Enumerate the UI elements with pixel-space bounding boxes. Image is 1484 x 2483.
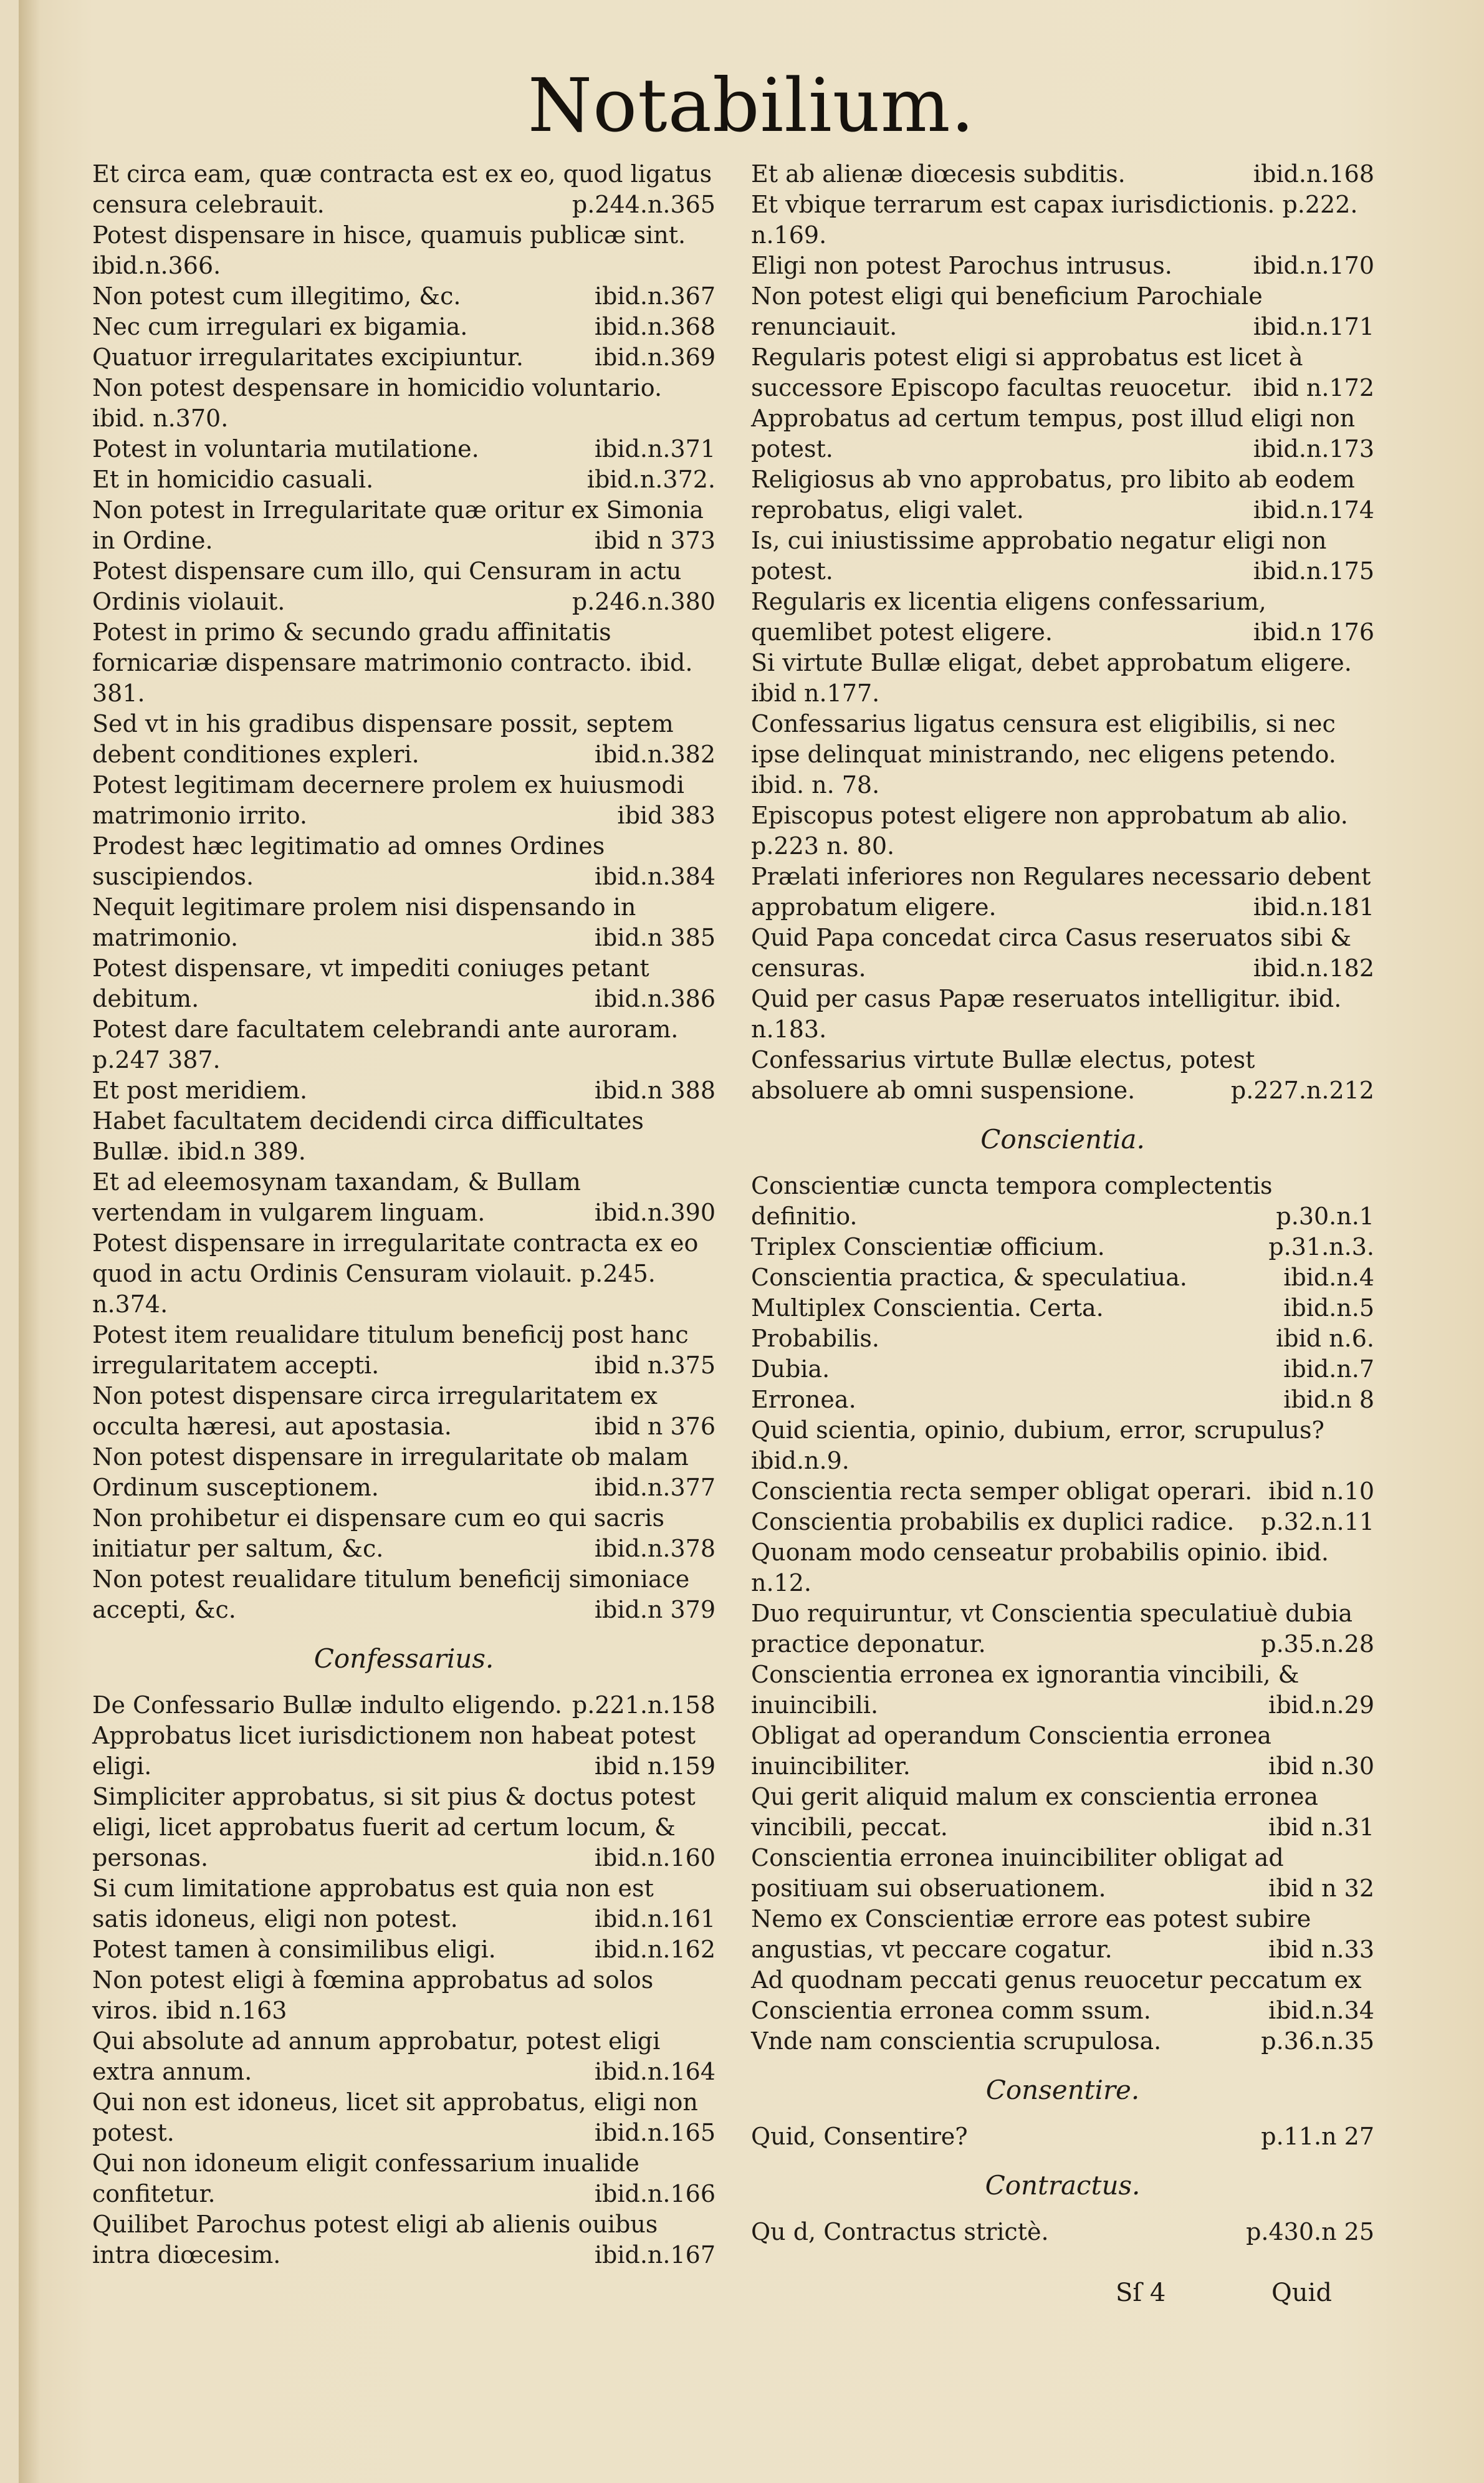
index-entry [751, 1262, 1374, 1293]
entry-text: Non potest reualidare titulum beneficij simoniace accepti, &c. [92, 1565, 690, 1623]
entry-reference: ibid.n.386 [594, 985, 716, 1012]
entry-text: Regularis ex licentia eligens confessarium, quemlibet potest eligere. [751, 588, 1266, 646]
signature-mark: Sſ 4 [1116, 2279, 1166, 2307]
index-entry [751, 2217, 1374, 2247]
entry-reference: ibid.n.166 [594, 2180, 716, 2207]
entry-reference: p.30.n.1 [1276, 1203, 1374, 1230]
entry-text: Non potest dispensare circa irregularitatem ex occulta hæresi, aut apostasia. [92, 1382, 658, 1440]
contractus-entry-list [751, 2217, 1374, 2247]
index-entry [92, 1106, 716, 1167]
entry-reference: ibid.n.165 [594, 2119, 716, 2146]
index-entry [751, 587, 1374, 648]
entry-text: Quilibet Parochus potest eligi ab alienis ouibus intra diœcesim. [92, 2211, 658, 2269]
index-entry [751, 648, 1374, 709]
index-entry [751, 281, 1374, 342]
index-entry [751, 1721, 1374, 1782]
entry-reference: ibid.n 385 [594, 924, 716, 951]
index-entry [92, 953, 716, 1014]
entry-text: Potest tamen à consimilibus eligi. [92, 1936, 496, 1963]
index-entry [92, 831, 716, 892]
entry-reference: ibid n.172 [1253, 374, 1374, 401]
entry-text: Obligat ad operandum Conscientia erronea inuincibiliter. [751, 1722, 1271, 1780]
entry-reference: ibid n.375 [594, 1352, 716, 1379]
index-entry [751, 1843, 1374, 1904]
catchword: Quid [1271, 2279, 1332, 2307]
entry-reference: p.221.n.158 [572, 1691, 716, 1719]
entry-text: Non potest dispensare in irregularitate ob malam Ordinum susceptionem. [92, 1443, 689, 1501]
index-entry [92, 709, 716, 770]
entry-reference: ibid.n 176 [1253, 618, 1374, 646]
entry-reference: ibid n.31 [1268, 1813, 1374, 1841]
entry-reference: p.227.n.212 [1230, 1077, 1374, 1104]
entry-text: Nec cum irregulari ex bigamia. [92, 313, 468, 340]
index-entry [751, 984, 1374, 1045]
index-entry [92, 1442, 716, 1503]
index-entry [92, 2087, 716, 2148]
entry-reference: ibid.n.4 [1283, 1264, 1374, 1291]
index-entry [751, 2026, 1374, 2057]
entry-text: Et post meridiem. [92, 1077, 308, 1104]
entry-reference: p.32.n.11 [1261, 1508, 1374, 1535]
entry-text: Is, cui iniustissime approbatio negatur eligi non potest. [751, 527, 1327, 585]
entry-reference: ibid.n.162 [594, 1936, 716, 1963]
entry-reference: p.430.n 25 [1246, 2218, 1374, 2245]
index-entry [751, 2121, 1374, 2152]
entry-text: Potest item reualidare titulum beneficij post hanc irregularitatem accepti. [92, 1321, 689, 1379]
entry-text: Nequit legitimare prolem nisi dispensando in matrimonio. [92, 893, 636, 951]
entry-reference: ibid.n.175 [1253, 557, 1374, 585]
index-entry [92, 556, 716, 617]
index-entry [751, 1045, 1374, 1106]
index-entry [751, 1598, 1374, 1659]
index-entry [751, 1232, 1374, 1262]
entry-text: Confessarius ligatus censura est eligibilis, si nec ipse delinquat ministrando, nec eligens petendo. ibid. n. 78. [751, 710, 1336, 799]
entry-text: Quatuor irregularitates excipiuntur. [92, 343, 524, 371]
entry-text: Vnde nam conscientia scrupulosa. [751, 2027, 1162, 2055]
entry-text: Probabilis. [751, 1325, 879, 1352]
entry-reference: ibid n 373 [594, 527, 716, 554]
index-entry [92, 892, 716, 953]
index-entry [92, 281, 716, 312]
entry-text: Ad quodnam peccati genus reuocetur peccatum ex Conscientia erronea comm ssum. [751, 1966, 1362, 2024]
entry-text: Conscientia erronea inuincibiliter obligat ad positiuam sui obseruationem. [751, 1844, 1284, 1902]
right-column [751, 159, 1374, 2247]
index-entry [92, 1690, 716, 1721]
entry-reference: ibid.n.29 [1268, 1691, 1374, 1719]
entry-text: Approbatus licet iurisdictionem non habeat potest eligi. [92, 1722, 696, 1780]
left-entry-list [92, 159, 716, 1625]
entry-reference: ibid n.159 [594, 1752, 716, 1780]
index-entry [751, 800, 1374, 862]
index-entry [92, 1381, 716, 1442]
entry-text: Approbatus ad certum tempus, post illud eligi non potest. [751, 405, 1356, 463]
entry-reference: ibid.n.173 [1253, 435, 1374, 463]
index-entry [92, 312, 716, 342]
entry-text: Conscientia probabilis ex duplici radice. [751, 1508, 1235, 1535]
entry-text: Erronea. [751, 1386, 856, 1413]
entry-text: Prodest hæc legitimatio ad omnes Ordines suscipiendos. [92, 832, 605, 890]
index-entry [92, 495, 716, 556]
entry-text: Non prohibetur ei dispensare cum eo qui sacris initiatur per saltum, &c. [92, 1504, 664, 1562]
entry-text: Conscientia erronea ex ignorantia vincibili, & inuincibili. [751, 1661, 1300, 1719]
entry-text: Quid, Consentire? [751, 2123, 968, 2150]
entry-text: Potest dispensare, vt impediti coniuges petant debitum. [92, 954, 649, 1012]
entry-text: Non potest eligi qui beneficium Parochiale renunciauit. [751, 282, 1263, 340]
entry-reference: ibid n.10 [1268, 1477, 1374, 1505]
entry-reference: p.35.n.28 [1261, 1630, 1374, 1658]
entry-text: Multiplex Conscientia. Certa. [751, 1294, 1104, 1322]
entry-reference: ibid n 376 [594, 1413, 716, 1440]
index-entry [92, 1873, 716, 1934]
entry-reference: ibid n.6. [1276, 1325, 1374, 1352]
entry-reference: ibid.n.168 [1253, 160, 1374, 188]
entry-reference: ibid.n 388 [594, 1077, 716, 1104]
entry-reference: ibid n.33 [1268, 1936, 1374, 1963]
index-entry [751, 1293, 1374, 1323]
index-entry [92, 373, 716, 434]
index-entry [751, 1507, 1374, 1537]
entry-text: Qui gerit aliquid malum ex conscientia erronea vincibili, peccat. [751, 1783, 1319, 1841]
index-entry [92, 1167, 716, 1228]
book-page [19, 0, 1484, 2483]
index-entry [92, 770, 716, 831]
index-entry [92, 220, 716, 281]
entry-reference: ibid 383 [617, 802, 716, 829]
entry-reference: ibid.n.181 [1253, 893, 1374, 921]
entry-text: Habet facultatem decidendi circa difficultates Bullæ. ibid.n 389. [92, 1107, 644, 1165]
section-heading-consentire: Consentire. [985, 2075, 1140, 2105]
index-entry [92, 1965, 716, 2026]
entry-reference: ibid.n.367 [594, 282, 716, 310]
index-entry [751, 159, 1374, 190]
entry-reference: ibid n.30 [1268, 1752, 1374, 1780]
entry-text: Conscientia practica, & speculatiua. [751, 1264, 1187, 1291]
entry-text: Conscientiæ cuncta tempora complectentis definitio. [751, 1172, 1273, 1230]
entry-text: Potest in primo & secundo gradu affinitatis fornicariæ dispensare matrimonio contracto. ibid. 381. [92, 618, 693, 707]
entry-text: Duo requiruntur, vt Conscientia speculatiuè dubia practice deponatur. [751, 1600, 1353, 1658]
entry-reference: ibid.n.369 [594, 343, 716, 371]
entry-reference: p.246.n.380 [572, 588, 716, 615]
index-entry [751, 251, 1374, 281]
index-entry [92, 617, 716, 709]
entry-text: Et circa eam, quæ contracta est ex eo, quod ligatus censura celebrauit. [92, 160, 712, 218]
entry-reference: ibid.n.371 [594, 435, 716, 463]
index-entry [92, 1228, 716, 1320]
entry-reference: ibid.n.390 [594, 1199, 716, 1226]
index-entry [751, 1415, 1374, 1476]
index-entry [751, 190, 1374, 251]
entry-text: Et ab alienæ diœcesis subditis. [751, 160, 1126, 188]
index-entry [92, 1503, 716, 1564]
entry-text: Non potest cum illegitimo, &c. [92, 282, 461, 310]
entry-text: Et vbique terrarum est capax iurisdictionis. p.222. n.169. [751, 191, 1358, 249]
index-entry [751, 1782, 1374, 1843]
entry-text: Quid Papa concedat circa Casus reseruatos sibi & censuras. [751, 924, 1352, 982]
index-entry [92, 342, 716, 373]
index-entry [92, 1320, 716, 1381]
index-entry [751, 862, 1374, 923]
index-entry [751, 403, 1374, 464]
entry-text: Triplex Conscientiæ officium. [751, 1233, 1105, 1261]
entry-reference: ibid.n.174 [1253, 496, 1374, 524]
entry-text: Potest dispensare in irregularitate contracta ex eo quod in actu Ordinis Censuram violauit. p.245. n.374. [92, 1229, 699, 1318]
index-entry [751, 342, 1374, 403]
entry-text: Potest legitimam decernere prolem ex huiusmodi matrimonio irrito. [92, 771, 684, 829]
entry-text: Et ad eleemosynam taxandam, & Bullam vertendam in vulgarem linguam. [92, 1168, 581, 1226]
confessarius-entry-list [92, 1690, 716, 2270]
index-entry [92, 2148, 716, 2209]
entry-reference: ibid.n.182 [1253, 954, 1374, 982]
entry-text: Potest dispensare in hisce, quamuis publicæ sint. ibid.n.366. [92, 221, 686, 279]
index-entry [751, 1323, 1374, 1354]
index-entry [92, 1564, 716, 1625]
index-entry [92, 2209, 716, 2270]
entry-text: Confessarius virtute Bullæ electus, potest absoluere ab omni suspensione. [751, 1046, 1255, 1104]
entry-text: Qui absolute ad annum approbatur, potest eligi extra annum. [92, 2027, 661, 2085]
entry-reference: ibid n 32 [1268, 1875, 1374, 1902]
entry-text: Non potest despensare in homicidio voluntario. ibid. n.370. [92, 374, 663, 432]
entry-text: Qui non est idoneus, licet sit approbatus, eligi non potest. [92, 2088, 698, 2146]
section-heading-contractus: Contractus. [985, 2170, 1141, 2201]
entry-text: Si cum limitatione approbatus est quia non est satis idoneus, eligi non potest. [92, 1875, 654, 1933]
index-entry [92, 2026, 716, 2087]
entry-reference: ibid.n.384 [594, 863, 716, 890]
index-entry [751, 1659, 1374, 1721]
entry-text: Simpliciter approbatus, si sit pius & doctus potest eligi, licet approbatus fuerit ad certum locum, & personas. [92, 1783, 696, 1871]
entry-reference: ibid.n.161 [594, 1905, 716, 1933]
left-column [92, 159, 716, 2270]
index-entry [92, 1014, 716, 1075]
entry-reference: ibid.n.170 [1253, 252, 1374, 279]
entry-text: Episcopus potest eligere non approbatum ab alio. p.223 n. 80. [751, 802, 1348, 860]
entry-text: Eligi non potest Parochus intrusus. [751, 252, 1172, 279]
conscientia-entry-list [751, 1171, 1374, 2057]
index-entry [751, 1904, 1374, 1965]
index-entry [92, 464, 716, 495]
entry-reference: p.11.n 27 [1261, 2123, 1374, 2150]
entry-reference: ibid.n.368 [594, 313, 716, 340]
index-entry [92, 434, 716, 464]
entry-reference: ibid.n.7 [1283, 1355, 1374, 1383]
index-entry [92, 1075, 716, 1106]
index-entry [751, 923, 1374, 984]
entry-text: Qu d, Contractus strictè. [751, 2218, 1049, 2245]
index-entry [751, 1354, 1374, 1385]
entry-reference: ibid.n.382 [594, 741, 716, 768]
entry-reference: ibid.n.164 [594, 2058, 716, 2085]
right-entry-list [751, 159, 1374, 1106]
index-entry [751, 1537, 1374, 1598]
entry-text: Potest in voluntaria mutilatione. [92, 435, 479, 463]
index-entry [751, 709, 1374, 800]
index-entry [751, 1385, 1374, 1415]
entry-text: Quid scientia, opinio, dubium, error, scrupulus? ibid.n.9. [751, 1416, 1324, 1474]
entry-text: Religiosus ab vno approbatus, pro libito ab eodem reprobatus, eligi valet. [751, 466, 1355, 524]
entry-text: Conscientia recta semper obligat operari. [751, 1477, 1253, 1505]
entry-reference: ibid.n.372. [586, 466, 716, 493]
entry-reference: ibid.n 8 [1283, 1386, 1374, 1413]
index-entry [92, 1782, 716, 1873]
entry-reference: ibid.n.167 [594, 2241, 716, 2269]
entry-reference: ibid.n.5 [1283, 1294, 1374, 1322]
page-title: Notabilium. [527, 62, 975, 148]
entry-text: Sed vt in his gradibus dispensare possit, septem debent conditiones expleri. [92, 710, 674, 768]
entry-text: Et in homicidio casuali. [92, 466, 374, 493]
entry-text: Potest dare facultatem celebrandi ante auroram. p.247 387. [92, 1016, 679, 1073]
entry-text: Potest dispensare cum illo, qui Censuram in actu Ordinis violauit. [92, 557, 682, 615]
index-entry [92, 159, 716, 220]
index-entry [92, 1934, 716, 1965]
entry-text: Qui non idoneum eligit confessarium inualide confitetur. [92, 2149, 639, 2207]
entry-reference: p.31.n.3. [1268, 1233, 1374, 1261]
entry-text: Non potest in Irregularitate quæ oritur ex Simonia in Ordine. [92, 496, 704, 554]
index-entry [751, 526, 1374, 587]
index-entry [751, 464, 1374, 526]
entry-text: Si virtute Bullæ eligat, debet approbatum eligere. ibid n.177. [751, 649, 1352, 707]
entry-reference: ibid.n.34 [1268, 1997, 1374, 2024]
index-entry [751, 1476, 1374, 1507]
index-entry [751, 1965, 1374, 2026]
entry-text: Quonam modo censeatur probabilis opinio. ibid. n.12. [751, 1539, 1329, 1597]
entry-text: De Confessario Bullæ indulto eligendo. [92, 1691, 562, 1719]
entry-text: Prælati inferiores non Regulares necessario debent approbatum eligere. [751, 863, 1371, 921]
index-entry [92, 1721, 716, 1782]
entry-text: Regularis potest eligi si approbatus est licet à successore Episcopo facultas reuocetur. [751, 343, 1303, 401]
entry-reference: ibid.n.160 [594, 1844, 716, 1871]
entry-reference: ibid.n.377 [594, 1474, 716, 1501]
entry-text: Dubia. [751, 1355, 830, 1383]
section-heading-confessarius: Confessarius. [314, 1643, 494, 1674]
entry-text: Non potest eligi à fœmina approbatus ad solos viros. ibid n.163 [92, 1966, 654, 2024]
entry-reference: ibid.n.171 [1253, 313, 1374, 340]
entry-text: Nemo ex Conscientiæ errore eas potest subire angustias, vt peccare cogatur. [751, 1905, 1311, 1963]
section-heading-conscientia: Conscientia. [980, 1124, 1145, 1155]
entry-text: Quid per casus Papæ reseruatos intelligitur. ibid. n.183. [751, 985, 1342, 1043]
consentire-entry-list [751, 2121, 1374, 2152]
entry-reference: ibid.n 379 [594, 1596, 716, 1623]
index-entry [751, 1171, 1374, 1232]
entry-reference: p.36.n.35 [1261, 2027, 1374, 2055]
entry-reference: ibid.n.378 [594, 1535, 716, 1562]
entry-reference: p.244.n.365 [572, 191, 716, 218]
